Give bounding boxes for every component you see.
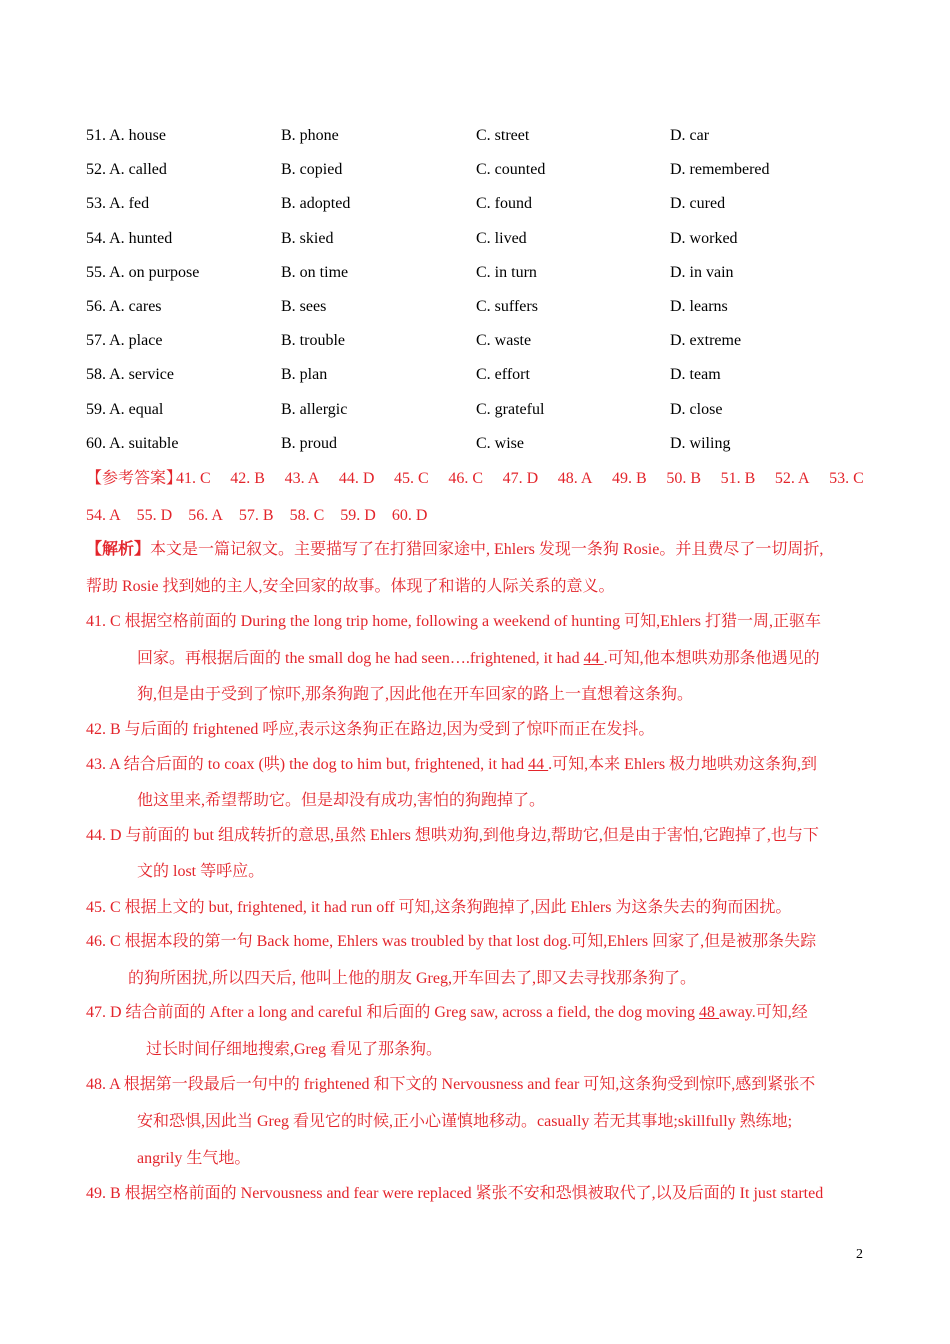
option-d: D. remembered — [670, 161, 770, 179]
option-b: B. on time — [281, 263, 349, 281]
answer-item: 47. D — [502, 470, 539, 487]
answer-item: 48. A — [557, 470, 593, 487]
option-d: D. worked — [670, 229, 738, 247]
answer-item: 43. A — [284, 470, 320, 487]
option-row — [86, 192, 886, 226]
option-c: C. grateful — [476, 400, 545, 418]
option-row — [86, 432, 886, 466]
note-48-line3: angrily 生气地。 — [137, 1150, 251, 1167]
option-a: 59. A. equal — [86, 400, 164, 418]
blank-44: 44 — [583, 650, 604, 667]
option-row — [86, 398, 886, 432]
option-d: D. in vain — [670, 263, 734, 281]
analysis-line1: 【解析】本文是一篇记叙文。主要描写了在打猎回家途中, Ehlers 发现一条狗 Rosie。并且费尽了一切周折, — [86, 541, 824, 558]
option-row — [86, 295, 886, 329]
answer-item: 54. A — [86, 507, 121, 524]
analysis-line2: 帮助 Rosie 找到她的主人,安全回家的故事。体现了和谐的人际关系的意义。 — [86, 578, 615, 595]
option-c: C. in turn — [476, 263, 537, 281]
option-d: D. close — [670, 400, 723, 418]
option-a: 51. A. house — [86, 127, 166, 144]
option-c: C. suffers — [476, 297, 538, 315]
option-c: C. effort — [476, 366, 530, 384]
answer-item: 60. D — [391, 507, 428, 524]
answer-item: 56. A — [188, 507, 223, 524]
note-48-line1: 48. A 根据第一段最后一句中的 frightened 和下文的 Nervousness and fear 可知,这条狗受到惊吓,感到紧张不 — [86, 1076, 816, 1093]
note-43-line2: 他这里来,希望帮助它。但是却没有成功,害怕的狗跑掉了。 — [137, 792, 546, 809]
answer-item: 45. C — [394, 470, 429, 487]
option-a: 55. A. on purpose — [86, 263, 200, 281]
answer-key-line2 — [86, 504, 443, 528]
option-a: 56. A. cares — [86, 297, 162, 315]
note-45: 45. C 根据上文的 but, frightened, it had run off 可知,这条狗跑掉了,因此 Ehlers 为这条失去的狗而困扰。 — [86, 899, 792, 916]
blank-48: 48 — [699, 1004, 720, 1021]
page-number: 2 — [856, 1247, 863, 1262]
answer-item: 57. B — [238, 507, 274, 524]
option-b: B. phone — [281, 127, 339, 144]
note-41-line3: 狗,但是由于受到了惊吓,那条狗跑了,因此他在开车回家的路上一直想着这条狗。 — [137, 686, 694, 703]
option-c: C. lived — [476, 229, 527, 247]
option-a: 53. A. fed — [86, 195, 150, 213]
note-42: 42. B 与后面的 frightened 呼应,表示这条狗正在路边,因为受到了惊吓而正在发抖。 — [86, 721, 655, 738]
note-44-line2: 文的 lost 等呼应。 — [137, 863, 265, 880]
option-b: B. allergic — [281, 400, 348, 418]
answer-key-line1 — [86, 467, 864, 491]
note-41-line1: 41. C 根据空格前面的 During the long trip home, following a weekend of hunting 可知,Ehlers 打猎一周,正驱车 — [86, 613, 822, 630]
note-46-line2: 的狗所困扰,所以四天后, 他叫上他的朋友 Greg,开车回去了,即又去寻找那条狗了。 — [128, 970, 696, 987]
option-a: 57. A. place — [86, 332, 163, 350]
option-d: D. car — [670, 127, 710, 144]
option-b: B. sees — [281, 297, 327, 315]
option-c: C. waste — [476, 332, 532, 350]
note-48-line2: 安和恐惧,因此当 Greg 看见它的时候,正小心谨慎地移动。casually 若无其事地;skillfully 熟练地; — [137, 1113, 793, 1130]
answer-item: 44. D — [338, 470, 375, 487]
option-d: D. team — [670, 366, 721, 384]
answer-item: 46. C — [448, 470, 483, 487]
answer-item: 58. C — [289, 507, 325, 524]
option-a: 52. A. called — [86, 161, 167, 179]
option-a: 58. A. service — [86, 366, 174, 384]
option-b: B. skied — [281, 229, 334, 247]
options-table — [86, 124, 886, 466]
answer-item: 42. B — [230, 470, 265, 487]
option-c: C. counted — [476, 161, 546, 179]
option-b: B. copied — [281, 161, 343, 179]
note-47-line2: 过长时间仔细地搜索,Greg 看见了那条狗。 — [146, 1041, 442, 1058]
option-row — [86, 363, 886, 397]
answer-item: 55. D — [136, 507, 173, 524]
answer-item: 53. C — [829, 470, 864, 487]
option-row — [86, 329, 886, 363]
answer-item: 59. D — [340, 507, 376, 524]
blank-44: 44 — [528, 756, 549, 773]
note-49: 49. B 根据空格前面的 Nervousness and fear were replaced 紧张不安和恐惧被取代了,以及后面的 It just started — [86, 1185, 824, 1202]
option-row — [86, 158, 886, 192]
option-row — [86, 227, 886, 261]
option-b: B. adopted — [281, 195, 351, 213]
option-a: 54. A. hunted — [86, 229, 173, 247]
analysis-label: 【解析】 — [86, 541, 151, 558]
note-47-line1: 47. D 结合前面的 After a long and careful 和后面的 Greg saw, across a field, the dog moving 48 away.可知,经 — [86, 1004, 808, 1021]
answer-item: 49. B — [612, 470, 647, 487]
answer-item: 51. B — [720, 470, 756, 487]
answer-item: 52. A — [774, 470, 810, 487]
option-row — [86, 261, 886, 295]
answer-key-label: 【参考答案】 — [86, 470, 183, 487]
option-d: D. cured — [670, 195, 726, 213]
option-b: B. plan — [281, 366, 328, 384]
option-c: C. wise — [476, 434, 524, 452]
answer-item: 50. B — [666, 470, 701, 487]
option-d: D. extreme — [670, 332, 742, 350]
option-c: C. street — [476, 127, 530, 144]
option-b: B. proud — [281, 434, 337, 452]
note-43-line1: 43. A 结合后面的 to coax (哄) the dog to him but, frightened, it had 44 .可知,本来 Ehlers 极力地哄劝这条狗,到 — [86, 756, 818, 773]
note-46-line1: 46. C 根据本段的第一句 Back home, Ehlers was troubled by that lost dog.可知,Ehlers 回家了,但是被那条失踪 — [86, 933, 817, 950]
option-d: D. learns — [670, 297, 728, 315]
option-a: 60. A. suitable — [86, 434, 179, 452]
option-d: D. wiling — [670, 434, 731, 452]
answer-item: 41. C — [176, 470, 211, 487]
note-41-line2: 回家。再根据后面的 the small dog he had seen….frightened, it had 44 .可知,他本想哄劝那条他遇见的 — [137, 650, 820, 667]
option-c: C. found — [476, 195, 532, 213]
option-row — [86, 124, 886, 158]
note-44-line1: 44. D 与前面的 but 组成转折的意思,虽然 Ehlers 想哄劝狗,到他身边,帮助它,但是由于害怕,它跑掉了,也与下 — [86, 827, 819, 844]
option-b: B. trouble — [281, 332, 345, 350]
